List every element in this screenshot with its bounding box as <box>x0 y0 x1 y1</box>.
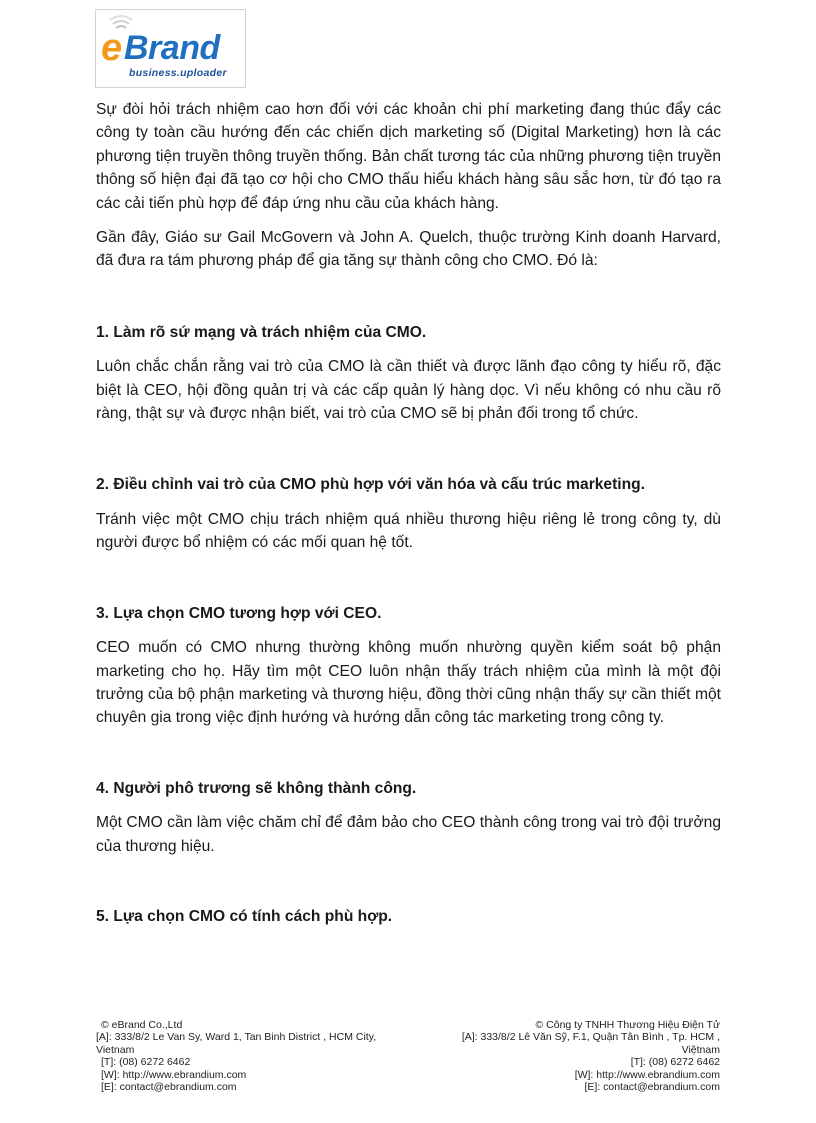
section-heading: 1. Làm rõ sứ mạng và trách nhiệm của CMO. <box>96 323 427 341</box>
footer-contact-english <box>96 1019 416 1093</box>
footer-address: [A]: 333/8/2 Lê Văn Sỹ, F.1, Quận Tân Bình , Tp. HCM , Việtnam <box>461 1031 720 1056</box>
footer-company: © Công ty TNHH Thương Hiệu Điện Tử <box>535 1019 720 1031</box>
section-body: Một CMO cần làm việc chăm chỉ để đảm bảo cho CEO thành công trong vai trò đội trưởng của thương hiệu. <box>96 814 721 855</box>
ebrand-logo-image <box>96 10 245 87</box>
footer-phone: [T]: (08) 6272 6462 <box>101 1056 191 1069</box>
svg-text:e: e <box>101 27 123 69</box>
svg-text:Brand: Brand <box>124 29 220 67</box>
brand-logo <box>95 9 246 88</box>
footer-email: [E]: contact@ebrandium.com <box>584 1081 720 1094</box>
section-body: Luôn chắc chắn rằng vai trò của CMO là cần thiết và được lãnh đạo công ty hiểu rõ, đặc biệt là CEO, hội đồng quản trị và các cấp quản lý hàng dọc. Vì nếu không có nhu cầu rõ ràng, thật sự và được nhận biết, vai trò của CMO sẽ bị phản đối trong tổ chức. <box>96 358 721 423</box>
footer-company: © eBrand Co.,Ltd <box>101 1019 183 1031</box>
footer-phone: [T]: (08) 6272 6462 <box>630 1056 720 1069</box>
section-body: CEO muốn có CMO nhưng thường không muốn nhường quyền kiểm soát bộ phận marketing cho họ. Hãy tìm một CEO luôn nhận thấy trách nhiệm của mình là một đội trưởng của bộ phận marketing và thương hiệu, đồng thời cũng nhận thấy sự cần thiết một chuyên gia trong việc định hướng và hướng dẫn công tác marketing trong công ty. <box>96 639 721 727</box>
intro-paragraph: Sự đòi hỏi trách nhiệm cao hơn đối với các khoản chi phí marketing đang thúc đẩy các công ty toàn cầu hướng đến các chiến dịch marketing số (Digital Marketing) hơn là các phương tiện truyền thông truyền thống. Bản chất tương tác của những phương tiện truyền thông số hiện đại đã tạo cơ hội cho CMO thấu hiểu khách hàng sâu sắc hơn, từ đó tạo ra các cải tiến phù hợp để đáp ứng nhu cầu của khách hàng. <box>96 101 721 212</box>
section-heading: 5. Lựa chọn CMO có tính cách phù hợp. <box>96 907 393 925</box>
svg-text:business.uploader: business.uploader <box>129 67 227 79</box>
section-heading: 2. Điều chỉnh vai trò của CMO phù hợp với văn hóa và cấu trúc marketing. <box>96 476 646 494</box>
footer-address: [A]: 333/8/2 Le Van Sy, Ward 1, Tan Binh District , HCM City, Vietnam <box>96 1031 377 1056</box>
footer-email: [E]: contact@ebrandium.com <box>101 1081 237 1094</box>
footer-website: [W]: http://www.ebrandium.com <box>101 1068 247 1081</box>
section-body: Tránh việc một CMO chịu trách nhiệm quá nhiều thương hiệu riêng lẻ trong công ty, dù người được bổ nhiệm có các mối quan hệ tốt. <box>96 510 721 552</box>
footer-contact-vietnamese <box>440 1019 720 1093</box>
document-body <box>96 98 721 939</box>
intro-paragraph: Gần đây, Giáo sư Gail McGovern và John A. Quelch, thuộc trường Kinh doanh Harvard, đã đưa ra tám phương pháp để gia tăng sự thành công cho CMO. Đó là: <box>96 229 721 270</box>
footer-website: [W]: http://www.ebrandium.com <box>574 1068 720 1081</box>
section-heading: 3. Lựa chọn CMO tương hợp với CEO. <box>96 604 382 622</box>
section-heading: 4. Người phô trương sẽ không thành công. <box>96 779 417 797</box>
